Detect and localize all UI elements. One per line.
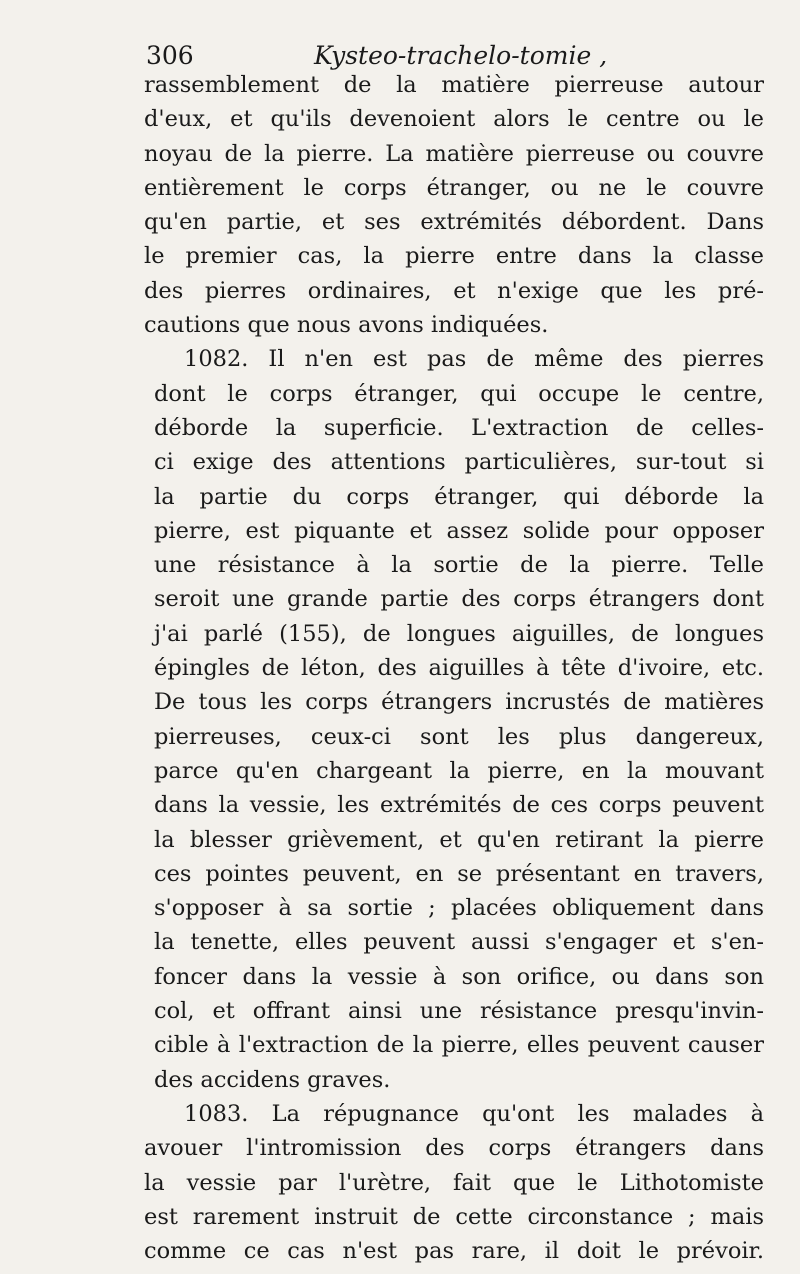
text-line: d'eux, et qu'ils devenoient alors le centre ou le bbox=[144, 106, 764, 133]
text-line: entièrement le corps étranger, ou ne le couvre bbox=[144, 174, 764, 201]
text-line: parce qu'en chargeant la pierre, en la mouvant bbox=[154, 757, 764, 784]
text-line: seroit une grande partie des corps étrangers dont bbox=[154, 586, 764, 613]
text-line: une résistance à la sortie de la pierre. Telle bbox=[154, 552, 764, 579]
body-text bbox=[144, 68, 764, 1268]
text-line: 1083. La répugnance qu'ont les malades à bbox=[184, 1100, 764, 1127]
text-line: pierreuses, ceux-ci sont les plus dangereux, bbox=[154, 723, 764, 750]
text-line: est rarement instruit de cette circonstance ; mais bbox=[144, 1203, 764, 1230]
text-line: j'ai parlé (155), de longues aiguilles, de longues bbox=[154, 620, 764, 647]
text-line: dont le corps étranger, qui occupe le centre, bbox=[154, 380, 764, 407]
text-line: ci exige des attentions particulières, sur-tout si bbox=[154, 449, 764, 476]
paragraph-1083 bbox=[144, 1097, 764, 1268]
text-line: le premier cas, la pierre entre dans la classe bbox=[144, 243, 764, 270]
page-number: 306 bbox=[146, 41, 194, 70]
text-line: pierre, est piquante et assez solide pour opposer bbox=[154, 517, 764, 544]
text-line: rassemblement de la matière pierreuse autour bbox=[144, 72, 764, 98]
running-title: Kysteo-trachelo-tomie , bbox=[314, 41, 608, 70]
text-line: épingles de léton, des aiguilles à tête d'ivoire, etc. bbox=[154, 655, 764, 682]
text-line: la tenette, elles peuvent aussi s'engager et s'en- bbox=[154, 929, 764, 956]
text-line: comme ce cas n'est pas rare, il doit le prévoir. bbox=[144, 1238, 764, 1265]
text-line: s'opposer à sa sortie ; placées obliquement dans bbox=[154, 895, 764, 922]
text-line: dans la vessie, les extrémités de ces corps peuvent bbox=[154, 792, 764, 819]
text-line: des accidens graves. bbox=[154, 1066, 391, 1093]
text-line: la blesser grièvement, et qu'en retirant la pierre bbox=[154, 826, 764, 853]
text-line: cible à l'extraction de la pierre, elles peuvent causer bbox=[154, 1032, 764, 1059]
text-line: col, et offrant ainsi une résistance presqu'invin- bbox=[154, 998, 764, 1025]
paragraph-continuation bbox=[144, 68, 764, 342]
paragraph-1082 bbox=[144, 342, 764, 1097]
text-line: qu'en partie, et ses extrémités débordent. Dans bbox=[144, 209, 764, 236]
text-line: la vessie par l'urètre, fait que le Lithotomiste bbox=[144, 1169, 764, 1196]
text-line: ces pointes peuvent, en se présentant en travers, bbox=[154, 860, 764, 887]
text-line: cautions que nous avons indiquées. bbox=[144, 312, 549, 339]
text-line: déborde la superficie. L'extraction de celles- bbox=[154, 414, 764, 441]
text-line: des pierres ordinaires, et n'exige que les pré- bbox=[144, 277, 764, 304]
text-line: avouer l'intromission des corps étrangers dans bbox=[144, 1135, 764, 1162]
text-line: foncer dans la vessie à son orifice, ou dans son bbox=[154, 963, 764, 990]
text-line: noyau de la pierre. La matière pierreuse ou couvre bbox=[144, 140, 764, 167]
text-line: 1082. Il n'en est pas de même des pierres bbox=[184, 346, 764, 373]
text-line: la partie du corps étranger, qui déborde la bbox=[154, 483, 764, 510]
text-line: De tous les corps étrangers incrustés de matières bbox=[154, 689, 764, 716]
